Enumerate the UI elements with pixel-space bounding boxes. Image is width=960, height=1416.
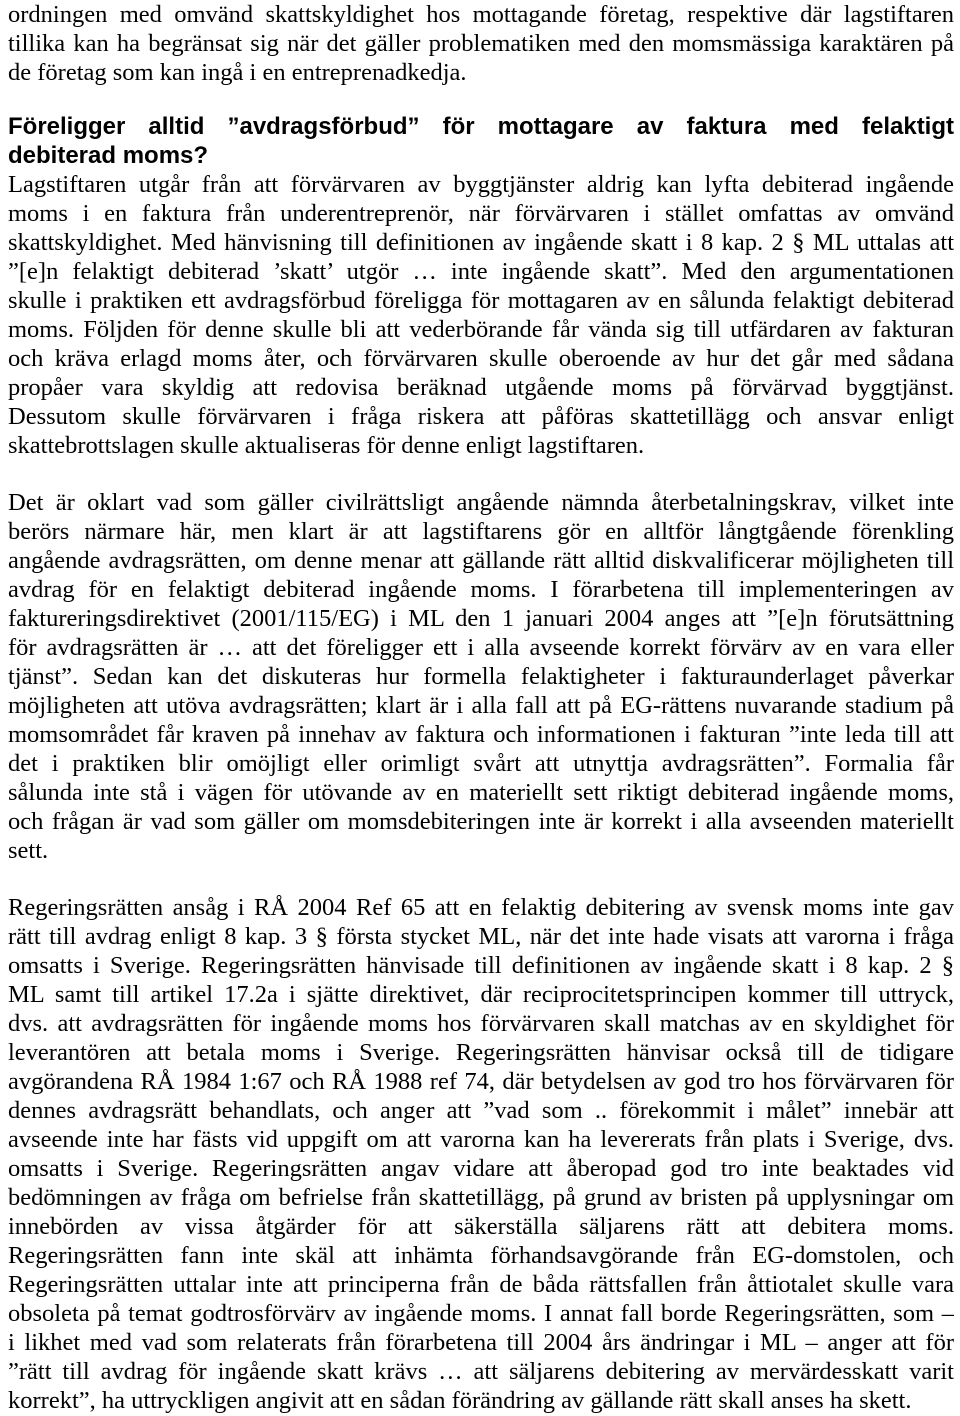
body-text-line: sett. bbox=[8, 837, 49, 864]
body-text-line: avdrag för en felaktigt debiterad ingående moms. I förarbetena till implementeringen av bbox=[8, 576, 954, 603]
body-text-line: korrekt”, ha uttryckligen angivit att en sådan förändring av gällande rätt skall anses ha skett. bbox=[8, 1387, 912, 1414]
body-text-line: ML samt till artikel 17.2a i sjätte direktivet, där reciprocitetsprincipen kommer till uttryck, bbox=[8, 981, 954, 1008]
section-heading-line: debiterad moms? bbox=[8, 142, 209, 169]
body-text-line: obsoleta på temat godtrosförvärv av ingående moms. I annat fall borde Regeringsrätten, som – bbox=[8, 1300, 954, 1327]
body-text-line: Regeringsrätten fann inte skäl att inhämta förhandsavgörande från EG-domstolen, och bbox=[8, 1242, 954, 1269]
body-text-line: Regeringsrätten ansåg i RÅ 2004 Ref 65 att en felaktig debitering av svensk moms inte gav bbox=[8, 894, 954, 921]
body-text-line: ”rätt till avdrag för ingående skatt krävs … att säljarens debitering av mervärdesskatt varit bbox=[8, 1358, 954, 1385]
body-text-line: skattebrottslagen skulle aktualiseras för denne enligt lagstiftaren. bbox=[8, 432, 645, 459]
body-text-line: avseende inte har fästs vid uppgift om att varorna kan ha levererats från plats i Sverige, dvs. bbox=[8, 1126, 954, 1153]
body-text-line: skulle i praktiken ett avdragsförbud föreligga för mottagaren av en sålunda felaktigt debiterad bbox=[8, 287, 954, 314]
body-text-line: leverantören att betala moms i Sverige. Regeringsrätten hänvisar också till de tidigare bbox=[8, 1039, 954, 1066]
body-text-line: sålunda inte stå i vägen för utövande av en materiellt sett riktigt debiterad ingående moms, bbox=[8, 779, 954, 806]
paragraph-4 bbox=[8, 893, 954, 1415]
body-text-line: tillika kan ha begränsat sig när det gäller problematiken med den momsmässiga karaktären på bbox=[8, 30, 954, 57]
body-text-line: Lagstiftaren utgår från att förvärvaren av byggtjänster aldrig kan lyfta debiterad ingående bbox=[8, 171, 954, 198]
body-text-line: tjänst”. Sedan kan det diskuteras hur formella felaktigheter i fakturaunderlaget påverkar bbox=[8, 663, 954, 690]
body-text-line: angående avdragsrätten, om denne menar att gällande rätt alltid diskvalificerar möjligheten till bbox=[8, 547, 954, 574]
body-text-line: dennes avdragsrätt behandlats, och anger att ”vad som .. förekommit i målet” innebär att bbox=[8, 1097, 954, 1124]
body-text-line: möjligheten att utöva avdragsrätten; klart är i alla fall att på EG-rättens nuvarande stadium på bbox=[8, 692, 954, 719]
body-text-line: och kräva erlagd moms åter, och förvärvaren skulle oberoende av hur det går med sådana bbox=[8, 345, 954, 372]
body-text-line: Det är oklart vad som gäller civilrättsligt angående nämnda återbetalningskrav, vilket inte bbox=[8, 489, 954, 516]
body-text-line: propåer vara skyldig att redovisa beräknad utgående moms på förvärvad byggtjänst. bbox=[8, 374, 954, 401]
body-text-line: för avdragsrätten är … att det föreligger ett i alla avseende korrekt förvärv av en vara eller bbox=[8, 634, 954, 661]
body-text-line: bedömningen av fråga om befrielse från skattetillägg, på grund av bristen på upplysningar om bbox=[8, 1184, 954, 1211]
body-text-line: momsområdet får kraven på innehav av faktura och informationen i fakturan ”inte leda till att bbox=[8, 721, 954, 748]
body-text-line: och frågan är vad som gäller om momsdebiteringen inte är korrekt i alla avseenden materiellt bbox=[8, 808, 954, 835]
body-text-line: omsatts i Sverige. Regeringsrätten angav vidare att åberopad god tro inte beaktades vid bbox=[8, 1155, 954, 1182]
section-heading bbox=[8, 112, 954, 170]
body-text-line: avgörandena RÅ 1984 1:67 och RÅ 1988 ref 74, där betydelsen av god tro hos förvärvaren för bbox=[8, 1068, 954, 1095]
body-text-line: moms. Följden för denne skulle bli att vederbörande får vända sig till utfärdaren av fakturan bbox=[8, 316, 954, 343]
body-text-line: Regeringsrätten uttalar inte att principerna från de båda rättsfallen från åttiotalet skulle vara bbox=[8, 1271, 954, 1298]
body-text-line: moms i en faktura från underentreprenör, när förvärvaren i stället omfattas av omvänd bbox=[8, 200, 954, 227]
body-text-line: ”[e]n felaktigt debiterad ’skatt’ utgör … inte ingående skatt”. Med den argumentationen bbox=[8, 258, 954, 285]
body-text-line: i likhet med vad som relaterats från förarbetena till 2004 års ändringar i ML – anger att för bbox=[8, 1329, 954, 1356]
paragraph-2 bbox=[8, 170, 954, 460]
body-text-line: berörs närmare här, men klart är att lagstiftarens gör en alltför långtgående förenkling bbox=[8, 518, 954, 545]
body-text-line: innebörden av vissa åtgärder för att säkerställa säljarens rätt att debitera moms. bbox=[8, 1213, 954, 1240]
body-text-line: ordningen med omvänd skattskyldighet hos mottagande företag, respektive där lagstiftaren bbox=[8, 1, 954, 28]
body-text-line: dvs. att avdragsrätten för ingående moms hos förvärvaren skall matchas av en skyldighet för bbox=[8, 1010, 954, 1037]
paragraph-intro bbox=[8, 0, 954, 87]
body-text-line: rätt till avdrag enligt 8 kap. 3 § första stycket ML, när det inte hade visats att varorna i fråga bbox=[8, 923, 954, 950]
paragraph-3 bbox=[8, 488, 954, 865]
section-heading-line: Föreligger alltid ”avdragsförbud” för mottagare av faktura med felaktigt bbox=[8, 113, 954, 140]
body-text-line: omsatts i Sverige. Regeringsrätten hänvisade till definitionen av ingående skatt i 8 kap. 2 § bbox=[8, 952, 954, 979]
body-text-line: Dessutom skulle förvärvaren i fråga riskera att påföras skattetillägg och ansvar enligt bbox=[8, 403, 954, 430]
body-text-line: det i praktiken blir omöjligt eller orimligt svårt att utnyttja avdragsrätten”. Formalia får bbox=[8, 750, 954, 777]
body-text-line: faktureringsdirektivet (2001/115/EG) i ML den 1 januari 2004 anges att ”[e]n förutsättning bbox=[8, 605, 954, 632]
body-text-line: de företag som kan ingå i en entreprenadkedja. bbox=[8, 59, 467, 86]
body-text-line: skattskyldighet. Med hänvisning till definitionen av ingående skatt i 8 kap. 2 § ML uttalas att bbox=[8, 229, 954, 256]
